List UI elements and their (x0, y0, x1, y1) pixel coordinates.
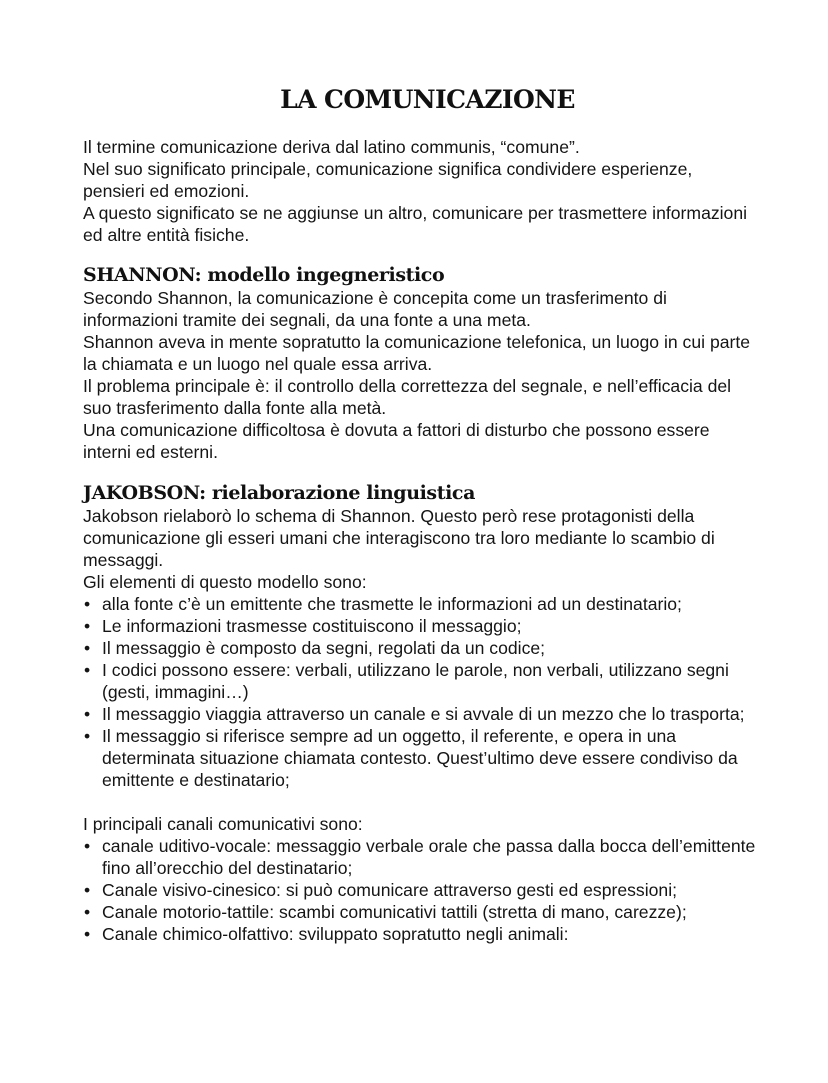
intro-paragraph: Il termine comunicazione deriva dal latino communis, “comune”. (83, 137, 580, 157)
list-item: • Il messaggio si riferisce sempre ad un oggetto, il referente, e opera in una determinata situazione chiamata contesto. Quest’ultimo deve essere condiviso da emittente e destinatario; (84, 726, 738, 790)
list-item: • Canale visivo-cinesico: si può comunicare attraverso gesti ed espressioni; (84, 880, 678, 900)
bullet-icon: • (84, 616, 91, 636)
section-heading-jakobson: JAKOBSON: rielaborazione linguistica (83, 482, 475, 504)
bullet-icon: • (84, 836, 91, 856)
section-heading-shannon: SHANNON: modello ingegneristico (83, 264, 445, 286)
bullet-icon: • (84, 924, 91, 944)
shannon-paragraph: Shannon aveva in mente sopratutto la comunicazione telefonica, un luogo in cui parte la chiamata e un luogo nel quale essa arriva. (83, 332, 751, 374)
shannon-paragraph: Il problema principale è: il controllo della correttezza del segnale, e nell’efficacia del suo trasferimento dalla fonte alla metà. (83, 376, 732, 418)
intro-paragraph: A questo significato se ne aggiunse un altro, comunicare per trasmettere informazioni ed altre entità fisiche. (83, 203, 748, 245)
jakobson-section (83, 481, 756, 791)
shannon-section (83, 263, 756, 463)
list-item: • canale uditivo-vocale: messaggio verbale orale che passa dalla bocca dell’emittente fino all’orecchio del destinatario; (84, 836, 756, 878)
jakobson-paragraph: Jakobson rielaborò lo schema di Shannon. Questo però rese protagonisti della comunicazione gli esseri umani che interagiscono tra loro mediante lo scambio di messaggi. (83, 506, 715, 570)
bullet-icon: • (84, 594, 91, 614)
shannon-paragraph: Una comunicazione difficoltosa è dovuta a fattori di disturbo che possono essere interni ed esterni. (83, 420, 710, 462)
list-item: • alla fonte c’è un emittente che trasmette le informazioni ad un destinatario; (84, 594, 682, 614)
list-item: • Il messaggio è composto da segni, regolati da un codice; (84, 638, 546, 658)
channels-list (83, 835, 756, 945)
bullet-icon: • (84, 880, 91, 900)
list-item: • Le informazioni trasmesse costituiscono il messaggio; (84, 616, 522, 636)
elements-list (83, 593, 756, 791)
bullet-icon: • (84, 902, 91, 922)
bullet-icon: • (84, 660, 91, 680)
intro-paragraph: Nel suo significato principale, comunicazione significa condividere esperienze, pensieri ed emozioni. (83, 159, 693, 201)
bullet-icon: • (84, 726, 91, 746)
list-item: • Canale motorio-tattile: scambi comunicativi tattili (stretta di mano, carezze); (84, 902, 687, 922)
shannon-paragraph: Secondo Shannon, la comunicazione è concepita come un trasferimento di informazioni tramite dei segnali, da una fonte a una meta. (83, 288, 667, 330)
intro-section (83, 136, 756, 246)
page-title: LA COMUNICAZIONE (280, 85, 575, 114)
list-item: • Il messaggio viaggia attraverso un canale e si avvale di un mezzo che lo trasporta; (84, 704, 745, 724)
list-item: • I codici possono essere: verbali, utilizzano le parole, non verbali, utilizzano segni (gesti, immagini…) (84, 660, 729, 702)
channels-section (83, 813, 756, 945)
bullet-icon: • (84, 638, 91, 658)
bullet-icon: • (84, 704, 91, 724)
channels-intro: I principali canali comunicativi sono: (83, 814, 363, 834)
list-item: • Canale chimico-olfattivo: sviluppato sopratutto negli animali: (84, 924, 569, 944)
jakobson-paragraph: Gli elementi di questo modello sono: (83, 572, 367, 592)
